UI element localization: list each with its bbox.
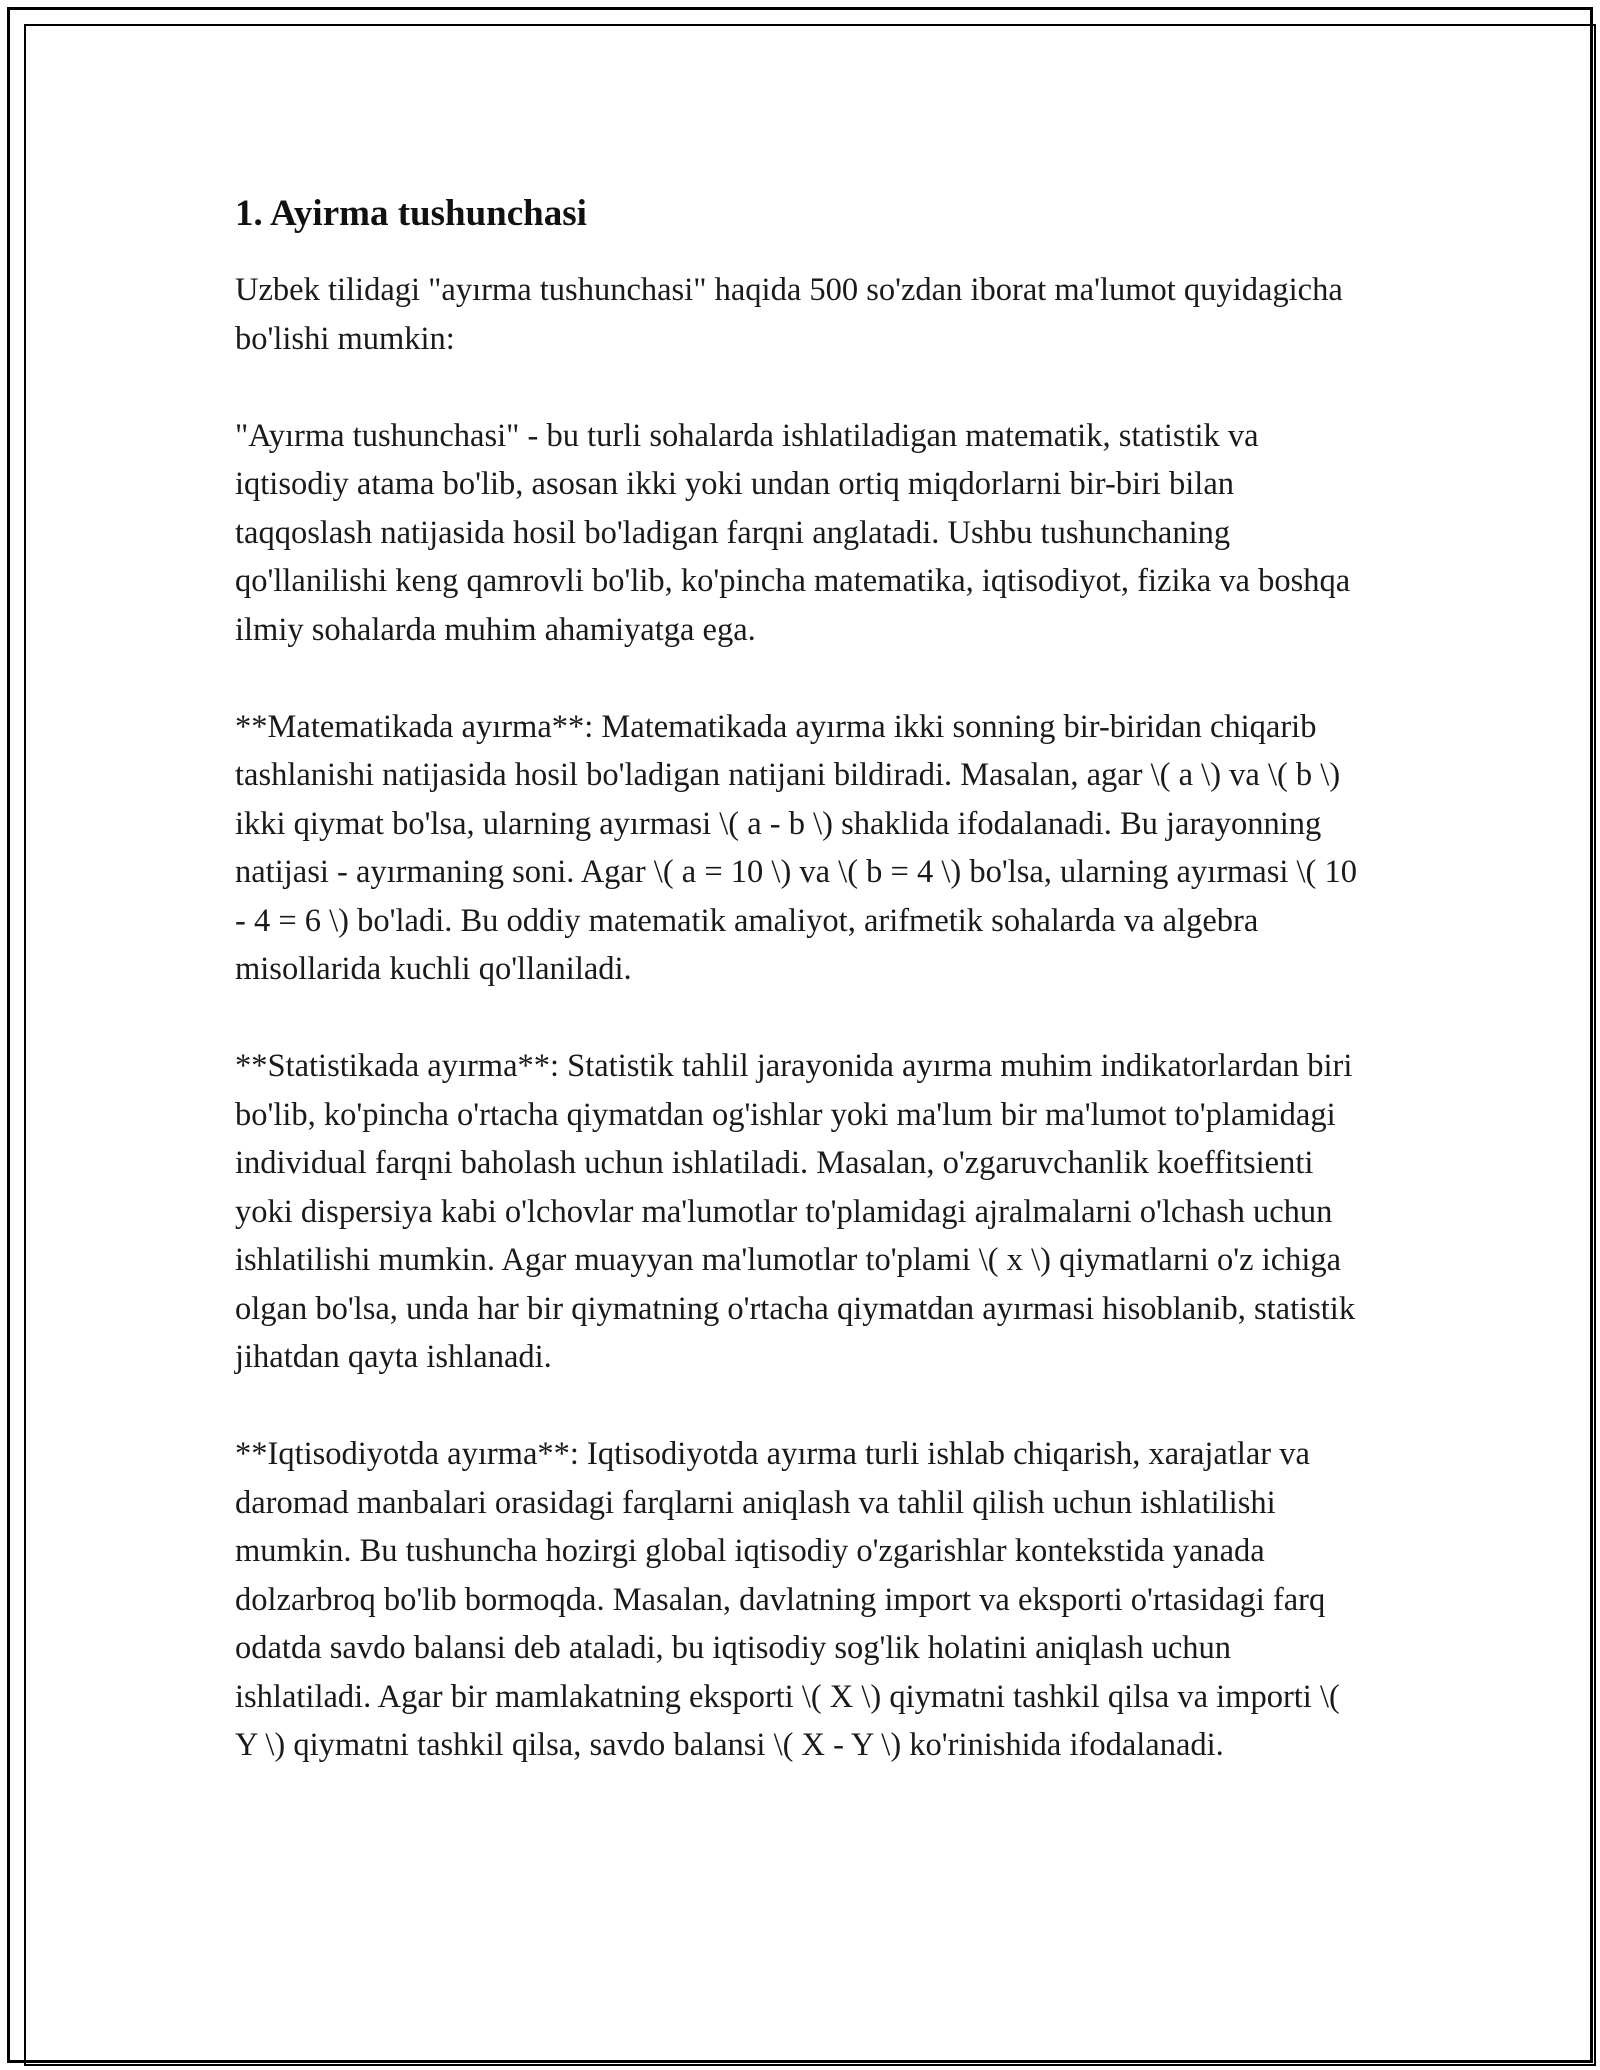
document-body [235,186,1365,1818]
economics-paragraph: **Iqtisodiyotda ayırma**: Iqtisodiyotda ayırma turli ishlab chiqarish, xarajatlar va daromad manbalari orasidagi farqlarni aniqlash va tahlil qilish uchun ishlatilishi mumkin. Bu tushuncha hozirgi global iqtisodiy o'zgarishlar kontekstida yanada dolzarbroq bo'lib bormoqda. Masalan, davlatning import va eksporti o'rtasidagi farq odatda savdo balansi deb ataladi, bu iqtisodiy sog'lik holatini aniqlash uchun ishlatiladi. Agar bir mamlakatning eksporti \( X \) qiymatni tashkil qilsa va importi \( Y \) qiymatni tashkil qilsa, savdo balansi \( X - Y \) ko'rinishida ifodalanadi. [235,1436,1340,1763]
definition-paragraph: "Ayırma tushunchasi" - bu turli sohalarda ishlatiladigan matematik, statistik va iqtisodiy atama bo'lib, asosan ikki yoki undan ortiq miqdorlarni bir-biri bilan taqqoslash natijasida hosil bo'ladigan farqni anglatadi. Ushbu tushunchaning qo'llanilishi keng qamrovli bo'lib, ko'pincha matematika, iqtisodiyot, fizika va boshqa ilmiy sohalarda muhim ahamiyatga ega. [235,417,1351,648]
statistics-paragraph: **Statistikada ayırma**: Statistik tahlil jarayonida ayırma muhim indikatorlardan biri bo'lib, ko'pincha o'rtacha qiymatdan og'ishlar yoki ma'lum bir ma'lumot to'plamidagi individual farqni baholash uchun ishlatiladi. Masalan, o'zgaruvchanlik koeffitsienti yoki dispersiya kabi o'lchovlar ma'lumotlar to'plamidagi ajralmalarni o'lchash uchun ishlatilishi mumkin. Agar muayyan ma'lumotlar to'plami \( x \) qiymatlarni o'z ichiga olgan bo'lsa, unda har bir qiymatning o'rtacha qiymatdan ayırmasi hisoblanib, statistik jihatdan qayta ishlanadi. [235,1048,1356,1375]
section-title: 1. Ayirma tushunchasi [235,193,587,234]
intro-paragraph: Uzbek tilidagi "ayırma tushunchasi" haqida 500 so'zdan iborat ma'lumot quyidagicha bo'lishi mumkin: [235,272,1343,357]
mathematics-paragraph: **Matematikada ayırma**: Matematikada ayırma ikki sonning bir-biridan chiqarib tashlanishi natijasida hosil bo'ladigan natijani bildiradi. Masalan, agar \( a \) va \( b \) ikki qiymat bo'lsa, ularning ayırmasi \( a - b \) shaklida ifodalanadi. Bu jarayonning natijasi - ayırmaning soni. Agar \( a = 10 \) va \( b = 4 \) bo'lsa, ularning ayırmasi \( 10 - 4 = 6 \) bo'ladi. Bu oddiy matematik amaliyot, arifmetik sohalarda va algebra misollarida kuchli qo'llaniladi. [235,708,1357,987]
